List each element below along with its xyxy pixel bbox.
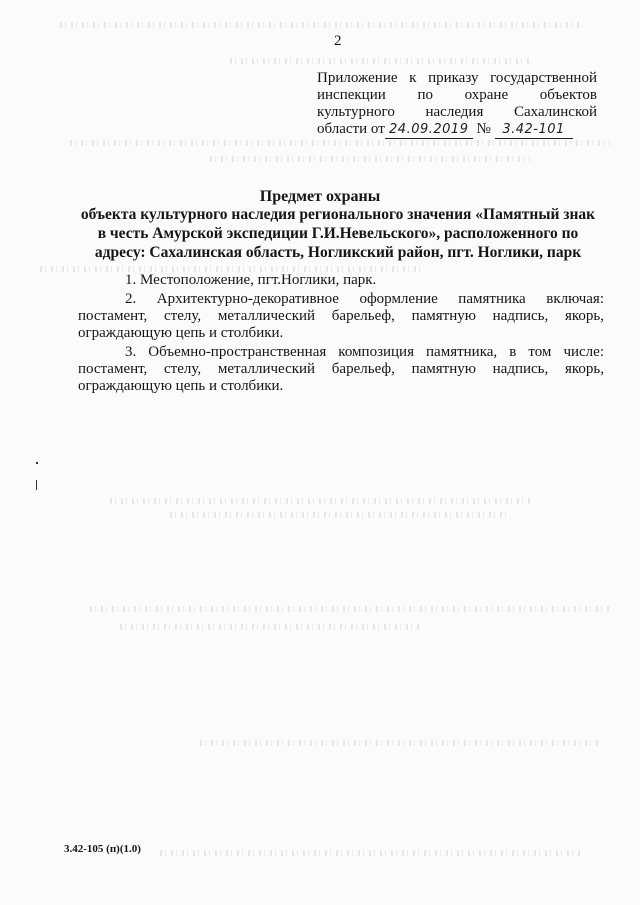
scan-speck: [36, 480, 37, 490]
list-item: 1. Местоположение, пгт.Ноглики, парк.: [125, 272, 377, 288]
scan-noise: [60, 22, 580, 28]
scan-noise: [230, 58, 530, 64]
document-body: [78, 272, 604, 397]
number-sign: №: [476, 121, 491, 137]
footer-code: 3.42-105 (п)(1.0): [64, 843, 141, 855]
appendix-prefix: области от: [317, 121, 385, 137]
list-item: 3. Объемно-пространственная композиция памятника, в том числе: постамент, стелу, металлический барельеф, памятную надпись, якорь, ограждающую цепь и столбики.: [78, 344, 604, 394]
scan-noise: [70, 140, 610, 146]
handwritten-date: 24.09.2019: [385, 121, 473, 139]
scan-noise: [200, 740, 600, 746]
appendix-note: [317, 70, 597, 139]
scan-speck: [36, 462, 38, 464]
appendix-line: Приложение к приказу государственной: [317, 70, 597, 86]
page-number: 2: [334, 33, 342, 49]
scan-noise: [90, 606, 610, 612]
scan-noise: [160, 850, 580, 856]
scan-noise: [210, 156, 530, 162]
scan-noise: [110, 498, 530, 504]
appendix-line: культурного наследия Сахалинской: [317, 104, 597, 120]
document-subtitle: объекта культурного наследия регионального значения «Памятный знак в честь Амурской экспедиции Г.И.Невельского», расположенного по адресу: Сахалинская область, Ногликский район, пгт. Ноглики, парк: [80, 206, 596, 261]
scan-noise: [120, 624, 420, 630]
document-title: Предмет охраны: [259, 188, 381, 205]
handwritten-number: 3.42-101: [495, 121, 573, 139]
appendix-date-line: [317, 121, 597, 139]
scan-noise: [170, 512, 510, 518]
list-item: 2. Архитектурно-декоративное оформление памятника включая: постамент, стелу, металлический барельеф, памятную надпись, якорь, ограждающую цепь и столбики.: [78, 291, 604, 341]
appendix-line: инспекции по охране объектов: [317, 87, 597, 103]
